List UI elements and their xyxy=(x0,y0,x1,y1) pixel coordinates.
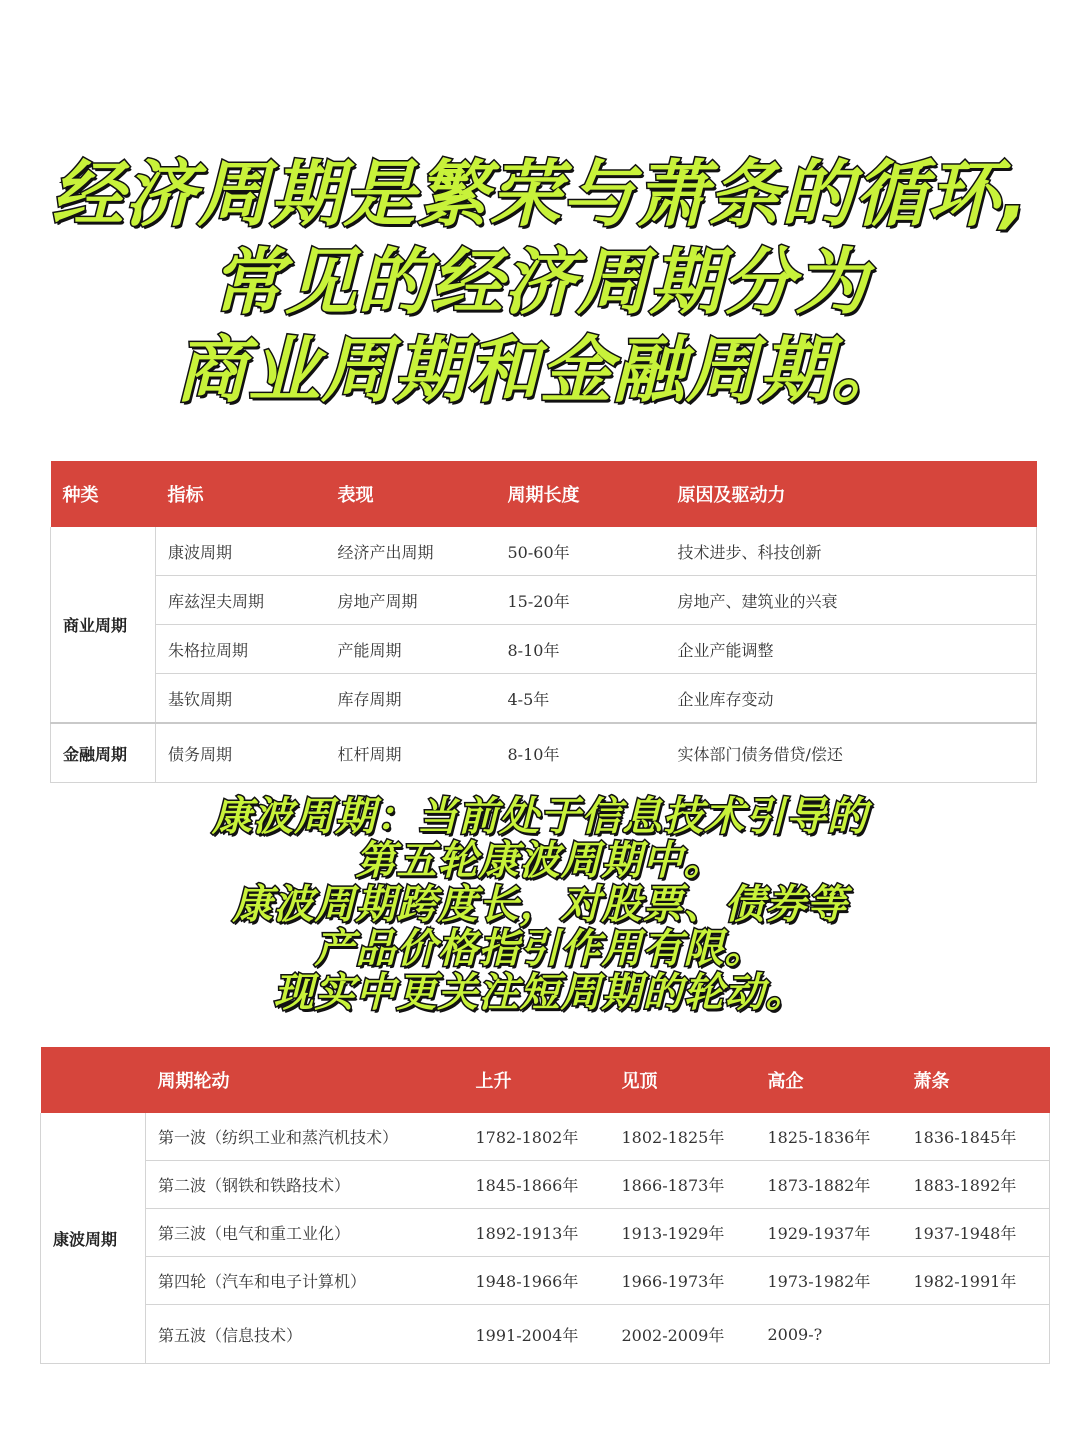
table-cell: 1982-1991年 xyxy=(902,1257,1050,1305)
table-cell: 企业产能调整 xyxy=(666,625,1037,674)
table-cell: 1836-1845年 xyxy=(902,1113,1050,1161)
headline-mid-line-1: 康波周期：当前处于信息技术引导的 xyxy=(212,794,868,840)
table-cell xyxy=(902,1305,1050,1364)
table-cell: 15-20年 xyxy=(496,576,666,625)
headline-top-line-3: 商业周期和金融周期。 xyxy=(174,328,905,412)
table-cell: 1948-1966年 xyxy=(464,1257,610,1305)
table-cell: 企业库存变动 xyxy=(666,674,1037,724)
table-header-row xyxy=(51,461,1037,527)
table-cell: 50-60年 xyxy=(496,527,666,576)
table-cell: 第五波（信息技术） xyxy=(146,1305,464,1364)
table-cell: 房地产周期 xyxy=(326,576,496,625)
headline-mid-line-3: 康波周期跨度长，对股票、债券等 xyxy=(232,882,848,928)
table-cell: 产能周期 xyxy=(326,625,496,674)
group-label-kondratiev: 康波周期 xyxy=(41,1113,146,1364)
table-row xyxy=(51,625,1037,674)
table-cell: 1973-1982年 xyxy=(756,1257,902,1305)
table-cell: 技术进步、科技创新 xyxy=(666,527,1037,576)
table-cell: 库兹涅夫周期 xyxy=(156,576,326,625)
header-cell: 表现 xyxy=(326,461,496,527)
table-cell: 经济产出周期 xyxy=(326,527,496,576)
table-cell: 1825-1836年 xyxy=(756,1113,902,1161)
header-cell: 萧条 xyxy=(902,1047,1050,1113)
table-cell: 第一波（纺织工业和蒸汽机技术） xyxy=(146,1113,464,1161)
headline-mid-line-2: 第五轮康波周期中。 xyxy=(355,838,725,884)
table-cell: 1782-1802年 xyxy=(464,1113,610,1161)
table-cell: 朱格拉周期 xyxy=(156,625,326,674)
table-row xyxy=(51,723,1037,783)
header-cell: 原因及驱动力 xyxy=(666,461,1037,527)
headline-kondratiev xyxy=(0,795,1080,1015)
headline-top xyxy=(0,150,1080,414)
header-cell: 周期轮动 xyxy=(146,1047,464,1113)
table-cell: 基钦周期 xyxy=(156,674,326,724)
table-cell: 实体部门债务借贷/偿还 xyxy=(666,723,1037,783)
header-cell: 周期长度 xyxy=(496,461,666,527)
table-cell: 1802-1825年 xyxy=(610,1113,756,1161)
kondratiev-waves-table xyxy=(40,1047,1050,1364)
table-row xyxy=(41,1161,1050,1209)
table-row xyxy=(41,1305,1050,1364)
table-cell: 库存周期 xyxy=(326,674,496,724)
table-cell: 1929-1937年 xyxy=(756,1209,902,1257)
table-cell: 房地产、建筑业的兴衰 xyxy=(666,576,1037,625)
table-cell: 杠杆周期 xyxy=(326,723,496,783)
table-cell: 1845-1866年 xyxy=(464,1161,610,1209)
table-cell: 1866-1873年 xyxy=(610,1161,756,1209)
table-cell: 第二波（钢铁和铁路技术） xyxy=(146,1161,464,1209)
header-cell: 指标 xyxy=(156,461,326,527)
group-label-business-cycle: 商业周期 xyxy=(51,527,156,723)
table-cell: 2002-2009年 xyxy=(610,1305,756,1364)
header-cell: 高企 xyxy=(756,1047,902,1113)
table-cell: 1913-1929年 xyxy=(610,1209,756,1257)
table-header-row xyxy=(41,1047,1050,1113)
table-cell: 1966-1973年 xyxy=(610,1257,756,1305)
headline-top-line-2: 常见的经济周期分为 xyxy=(211,240,869,324)
table-row xyxy=(41,1209,1050,1257)
table-cell: 1937-1948年 xyxy=(902,1209,1050,1257)
header-cell xyxy=(41,1047,146,1113)
table-cell: 4-5年 xyxy=(496,674,666,724)
cycle-types-table xyxy=(50,461,1037,783)
table-row xyxy=(51,527,1037,576)
table-cell: 2009-? xyxy=(756,1305,902,1364)
table-cell: 1892-1913年 xyxy=(464,1209,610,1257)
table-row xyxy=(41,1113,1050,1161)
table-row xyxy=(51,674,1037,724)
table-cell: 债务周期 xyxy=(156,723,326,783)
table-cell: 8-10年 xyxy=(496,625,666,674)
table-row xyxy=(41,1257,1050,1305)
table-cell: 1883-1892年 xyxy=(902,1161,1050,1209)
table-cell: 1991-2004年 xyxy=(464,1305,610,1364)
table-cell: 8-10年 xyxy=(496,723,666,783)
table-row xyxy=(51,576,1037,625)
header-cell: 上升 xyxy=(464,1047,610,1113)
headline-mid-line-4: 产品价格指引作用有限。 xyxy=(314,926,766,972)
table-cell: 第四轮（汽车和电子计算机） xyxy=(146,1257,464,1305)
header-cell: 见顶 xyxy=(610,1047,756,1113)
table-cell: 第三波（电气和重工业化） xyxy=(146,1209,464,1257)
table-cell: 康波周期 xyxy=(156,527,326,576)
headline-mid-line-5: 现实中更关注短周期的轮动。 xyxy=(273,970,807,1016)
group-label-financial-cycle: 金融周期 xyxy=(51,723,156,783)
headline-top-line-1: 经济周期是繁荣与萧条的循环, xyxy=(51,152,1029,236)
header-cell: 种类 xyxy=(51,461,156,527)
table-cell: 1873-1882年 xyxy=(756,1161,902,1209)
